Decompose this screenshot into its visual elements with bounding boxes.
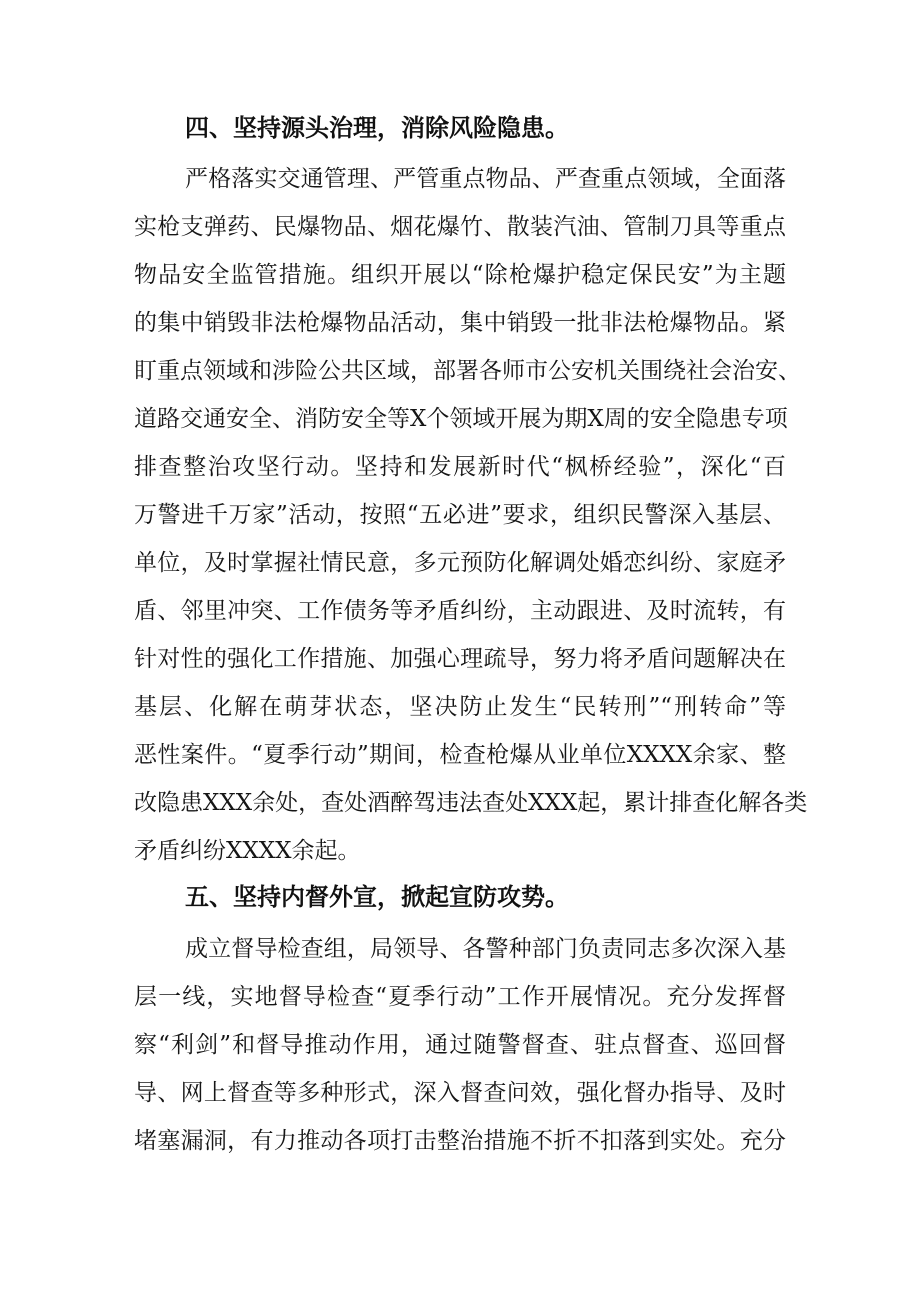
paragraph-line: 基层、化解在萌芽状态，坚决防止发生“民转刑”“刑转命”等 — [134, 694, 786, 720]
paragraph-line: 单位，及时掌握社情民意，多元预防化解调处婚恋纠纷、家庭矛 — [134, 550, 786, 576]
paragraph-line: 改隐患XXX余处，查处酒醉驾违法查处XXX起，累计排查化解各类 — [134, 790, 808, 816]
paragraph-line: 堵塞漏洞，有力推动各项打击整治措施不折不扣落到实处。充分 — [134, 1128, 786, 1154]
section-heading-4: 四、坚持源头治理，消除风险隐患。 — [185, 114, 569, 142]
paragraph-line: 物品安全监管措施。组织开展以“除枪爆护稳定保民安”为主题 — [134, 262, 786, 288]
paragraph-line: 察“利剑”和督导推动作用，通过随警督查、驻点督查、巡回督 — [134, 1032, 786, 1058]
paragraph-line: 盾、邻里冲突、工作债务等矛盾纠纷，主动跟进、及时流转，有 — [134, 598, 786, 624]
paragraph-line: 排查整治攻坚行动。坚持和发展新时代“枫桥经验”，深化“百 — [134, 454, 786, 480]
paragraph-line: 万警进千万家”活动，按照“五必进”要求，组织民警深入基层、 — [134, 502, 786, 528]
paragraph-line: 针对性的强化工作措施、加强心理疏导，努力将矛盾问题解决在 — [134, 646, 786, 672]
paragraph-line: 导、网上督查等多种形式，深入督查问效，强化督办指导、及时 — [134, 1080, 786, 1106]
paragraph-line: 层一线，实地督导检查“夏季行动”工作开展情况。充分发挥督 — [134, 984, 786, 1010]
paragraph-line: 成立督导检查组，局领导、各警种部门负责同志多次深入基 — [185, 936, 786, 962]
paragraph-line: 道路交通安全、消防安全等X个领域开展为期X周的安全隐患专项 — [134, 406, 788, 432]
paragraph-line: 的集中销毁非法枪爆物品活动，集中销毁一批非法枪爆物品。紧 — [134, 310, 786, 336]
paragraph-line: 严格落实交通管理、严管重点物品、严查重点领域，全面落 — [185, 166, 786, 192]
section-heading-5: 五、坚持内督外宣，掀起宣防攻势。 — [185, 883, 569, 911]
paragraph-line: 实枪支弹药、民爆物品、烟花爆竹、散装汽油、管制刀具等重点 — [134, 214, 786, 240]
paragraph-line: 恶性案件。“夏季行动”期间，检查枪爆从业单位XXXX余家、整 — [134, 742, 786, 768]
paragraph-line: 盯重点领域和涉险公共区域，部署各师市公安机关围绕社会治安、 — [134, 358, 801, 384]
paragraph-line: 矛盾纠纷XXXX余起。 — [134, 838, 361, 864]
